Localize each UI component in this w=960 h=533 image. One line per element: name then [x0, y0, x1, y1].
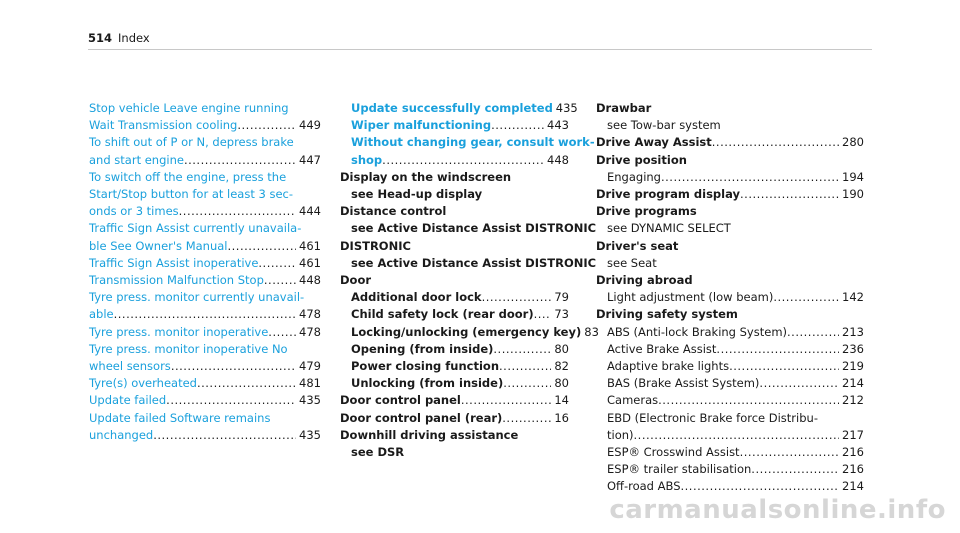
index-entry[interactable]	[89, 100, 321, 117]
index-entry	[340, 203, 569, 220]
entry-text: Cameras	[607, 393, 659, 408]
entry-text: Driving safety system	[596, 307, 738, 322]
entry-text: Tyre press. monitor inoperative No	[89, 341, 288, 356]
entry-text: ESP® trailer stabilisation	[607, 462, 752, 477]
page-ref: 79	[554, 290, 569, 305]
entry-text: Drive position	[596, 152, 687, 167]
entry-text: Drawbar	[596, 101, 652, 115]
entry-text: Door control panel	[340, 393, 461, 408]
dot-leader	[264, 272, 296, 289]
entry-text: see Tow-bar system	[607, 118, 721, 133]
dot-leader	[773, 289, 839, 306]
page-ref: 216	[842, 462, 864, 477]
page-ref: 80	[554, 341, 569, 356]
entry-text: Tyre press. monitor inoperative	[89, 324, 269, 339]
index-column-3	[596, 100, 864, 496]
dot-leader	[166, 392, 296, 409]
dot-leader	[759, 375, 839, 392]
index-entry	[340, 375, 569, 392]
index-entry	[340, 358, 569, 375]
entry-text: ble See Owner's Manual	[89, 238, 228, 253]
index-entry	[596, 272, 864, 289]
dot-leader	[787, 324, 839, 341]
section-title: Index	[118, 31, 150, 45]
index-entry	[596, 444, 864, 461]
index-entry	[596, 238, 864, 255]
dot-leader	[268, 324, 296, 341]
page-ref: 435	[299, 427, 321, 442]
index-entry	[340, 169, 569, 186]
page-ref: 447	[299, 152, 321, 167]
entry-text: Door control panel (rear)	[340, 410, 503, 425]
page-ref: 217	[842, 427, 864, 442]
entry-text: shop	[351, 152, 383, 167]
index-entry[interactable]	[340, 152, 569, 169]
dot-leader	[716, 341, 839, 358]
page-ref: 461	[299, 238, 321, 253]
page-ref: 443	[547, 118, 569, 133]
entry-text: Tyre(s) overheated	[89, 376, 197, 391]
entry-text: ABS (Anti-lock Braking System)	[607, 324, 788, 339]
page-ref: 216	[842, 445, 864, 460]
index-entry[interactable]	[89, 255, 321, 272]
index-entry	[596, 152, 864, 169]
dot-leader	[482, 289, 552, 306]
entry-text: Adaptive brake lights	[607, 359, 730, 374]
index-entry	[340, 324, 599, 341]
index-entry	[596, 306, 864, 323]
entry-text: Distance control	[340, 204, 447, 219]
page-ref: 478	[299, 324, 321, 339]
page-number: 514	[88, 31, 113, 45]
index-entry	[596, 358, 864, 375]
dot-leader	[502, 410, 551, 427]
index-entry	[596, 410, 864, 427]
page-ref: 194	[842, 169, 864, 184]
entry-text: BAS (Brake Assist System)	[607, 376, 760, 391]
index-entry	[596, 169, 864, 186]
entry-text: Drive Away Assist	[596, 135, 712, 150]
index-entry[interactable]	[89, 341, 321, 358]
index-entry[interactable]	[89, 289, 321, 306]
index-entry	[340, 186, 569, 203]
entry-text: DISTRONIC	[340, 238, 411, 253]
watermark: carmanualsonline.info	[609, 495, 946, 525]
index-entry	[596, 427, 864, 444]
index-entry	[596, 375, 864, 392]
page-ref: 16	[554, 410, 569, 425]
dot-leader	[153, 427, 296, 444]
dot-leader	[658, 392, 839, 409]
entry-text: Without changing gear, consult work-	[351, 135, 595, 150]
entry-text: see Head-up display	[351, 187, 483, 202]
page-ref: 83	[584, 324, 599, 339]
dot-leader	[712, 134, 839, 151]
page-ref: 449	[299, 118, 321, 133]
index-entry	[596, 461, 864, 478]
index-entry	[340, 410, 569, 427]
index-entry[interactable]	[340, 100, 578, 117]
index-entry	[596, 324, 864, 341]
index-entry[interactable]	[89, 152, 321, 169]
entry-text: Drive programs	[596, 204, 697, 219]
index-entry	[340, 289, 569, 306]
dot-leader	[184, 152, 296, 169]
dot-leader	[382, 152, 544, 169]
page-ref: 213	[842, 324, 864, 339]
index-entry	[596, 117, 864, 134]
entry-text: Power closing function	[351, 359, 500, 374]
entry-text: Locking/unlocking (emergency key)	[351, 324, 582, 339]
index-entry	[596, 100, 864, 117]
dot-leader	[179, 203, 296, 220]
page-ref: 280	[842, 135, 864, 150]
page-ref: 212	[842, 393, 864, 408]
dot-leader	[258, 255, 296, 272]
entry-text: Off-road ABS	[607, 479, 681, 494]
page-ref: 481	[299, 376, 321, 391]
index-entry[interactable]	[89, 392, 321, 409]
index-entry[interactable]	[89, 272, 321, 289]
dot-leader	[227, 238, 296, 255]
page-ref: 82	[554, 359, 569, 374]
entry-text: Tyre press. monitor currently unavail-	[89, 290, 305, 305]
entry-text: see Seat	[607, 255, 657, 270]
index-entry[interactable]	[89, 186, 321, 203]
page-ref: 435	[299, 393, 321, 408]
entry-text: Light adjustment (low beam)	[607, 290, 774, 305]
page-ref: 478	[299, 307, 321, 322]
entry-text: see DYNAMIC SELECT	[607, 221, 731, 236]
index-entry	[596, 478, 864, 495]
index-entry[interactable]	[340, 134, 595, 151]
entry-text: ESP® Crosswind Assist	[607, 445, 740, 460]
dot-leader	[729, 358, 839, 375]
dot-leader	[634, 427, 840, 444]
entry-text: Additional door lock	[351, 290, 482, 305]
entry-text: see Active Distance Assist DISTRONIC	[351, 255, 597, 270]
index-entry	[596, 392, 864, 409]
entry-text: Active Brake Assist	[607, 341, 717, 356]
index-entry	[596, 289, 864, 306]
entry-text: Update successfully completed	[351, 101, 553, 115]
index-entry	[340, 444, 569, 461]
index-entry	[340, 255, 597, 272]
dot-leader	[661, 169, 839, 186]
entry-text: Engaging	[607, 169, 661, 184]
entry-text: able	[89, 307, 114, 322]
entry-text: To switch off the engine, press the	[89, 169, 287, 184]
index-entry	[596, 341, 864, 358]
index-entry	[340, 238, 569, 255]
index-entry	[340, 272, 569, 289]
index-entry[interactable]	[89, 220, 321, 237]
entry-text: Traffic Sign Assist currently unavaila-	[89, 221, 302, 236]
index-entry[interactable]	[89, 169, 321, 186]
entry-text: tion)	[607, 427, 634, 442]
dot-leader	[503, 375, 551, 392]
index-column-2	[340, 100, 599, 461]
dot-leader	[197, 375, 296, 392]
index-entry	[596, 220, 864, 237]
index-entry[interactable]	[89, 324, 321, 341]
index-entry	[596, 134, 864, 151]
entry-text: Driver's seat	[596, 238, 679, 253]
entry-text: onds or 3 times	[89, 204, 179, 219]
index-entry	[596, 203, 864, 220]
dot-leader	[751, 461, 839, 478]
dot-leader	[740, 186, 839, 203]
entry-text: Start/Stop button for at least 3 sec-	[89, 187, 294, 202]
dot-leader	[740, 444, 839, 461]
entry-text: Drive program display	[596, 187, 741, 202]
entry-text: Child safety lock (rear door)	[351, 307, 534, 322]
index-entry	[596, 255, 864, 272]
dot-leader	[493, 341, 551, 358]
dot-leader	[499, 358, 551, 375]
page-ref: 80	[554, 376, 569, 391]
entry-text: wheel sensors	[89, 359, 171, 374]
page-ref: 448	[547, 152, 569, 167]
index-entry	[340, 306, 569, 323]
index-column-1	[89, 100, 321, 444]
index-entry[interactable]	[89, 427, 321, 444]
entry-text: Update failed	[89, 393, 167, 408]
entry-text: Stop vehicle Leave engine running	[89, 101, 289, 115]
page-ref: 14	[554, 393, 569, 408]
dot-leader	[171, 358, 296, 375]
entry-text: Downhill driving assistance	[340, 427, 519, 442]
page-ref: 214	[842, 479, 864, 494]
page-header	[88, 31, 150, 45]
index-entry	[340, 392, 569, 409]
entry-text: Driving abroad	[596, 273, 693, 288]
page-ref: 461	[299, 255, 321, 270]
page-ref: 479	[299, 359, 321, 374]
page-ref: 444	[299, 204, 321, 219]
page-ref: 142	[842, 290, 864, 305]
index-entry[interactable]	[89, 203, 321, 220]
entry-text: Wait Transmission cooling	[89, 118, 238, 133]
entry-text: unchanged	[89, 427, 154, 442]
index-entry[interactable]	[340, 117, 569, 134]
index-entry	[340, 220, 597, 237]
entry-text: Transmission Malfunction Stop	[89, 273, 264, 288]
entry-text: Traffic Sign Assist inoperative	[89, 255, 259, 270]
index-entry[interactable]	[89, 375, 321, 392]
dot-leader	[681, 478, 840, 495]
page-ref: 214	[842, 376, 864, 391]
entry-text: Opening (from inside)	[351, 341, 494, 356]
entry-text: see Active Distance Assist DISTRONIC	[351, 221, 597, 236]
entry-text: EBD (Electronic Brake force Distribu-	[607, 410, 818, 425]
index-entry[interactable]	[89, 306, 321, 323]
dot-leader	[114, 306, 296, 323]
index-entry[interactable]	[89, 117, 321, 134]
entry-text: Update failed Software remains	[89, 410, 271, 425]
entry-text: Display on the windscreen	[340, 169, 512, 184]
dot-leader	[491, 117, 544, 134]
header-rule	[88, 49, 872, 50]
page-ref: 190	[842, 187, 864, 202]
page-ref: 219	[842, 359, 864, 374]
page-ref: 435	[555, 101, 578, 115]
entry-text: Door	[340, 273, 372, 288]
index-entry[interactable]	[89, 134, 321, 151]
dot-leader	[237, 117, 296, 134]
index-entry[interactable]	[89, 358, 321, 375]
page-ref: 448	[299, 273, 321, 288]
page-ref: 73	[554, 307, 569, 322]
entry-text: and start engine	[89, 152, 184, 167]
entry-text: see DSR	[351, 445, 405, 460]
entry-text: To shift out of P or N, depress brake	[89, 135, 294, 150]
index-entry	[340, 427, 569, 444]
entry-text: Wiper malfunctioning	[351, 118, 492, 133]
dot-leader	[534, 306, 552, 323]
dot-leader	[461, 392, 551, 409]
page-ref: 236	[842, 341, 864, 356]
index-entry	[340, 341, 569, 358]
index-entry	[596, 186, 864, 203]
index-entry[interactable]	[89, 238, 321, 255]
index-entry[interactable]	[89, 410, 321, 427]
entry-text: Unlocking (from inside)	[351, 376, 504, 391]
